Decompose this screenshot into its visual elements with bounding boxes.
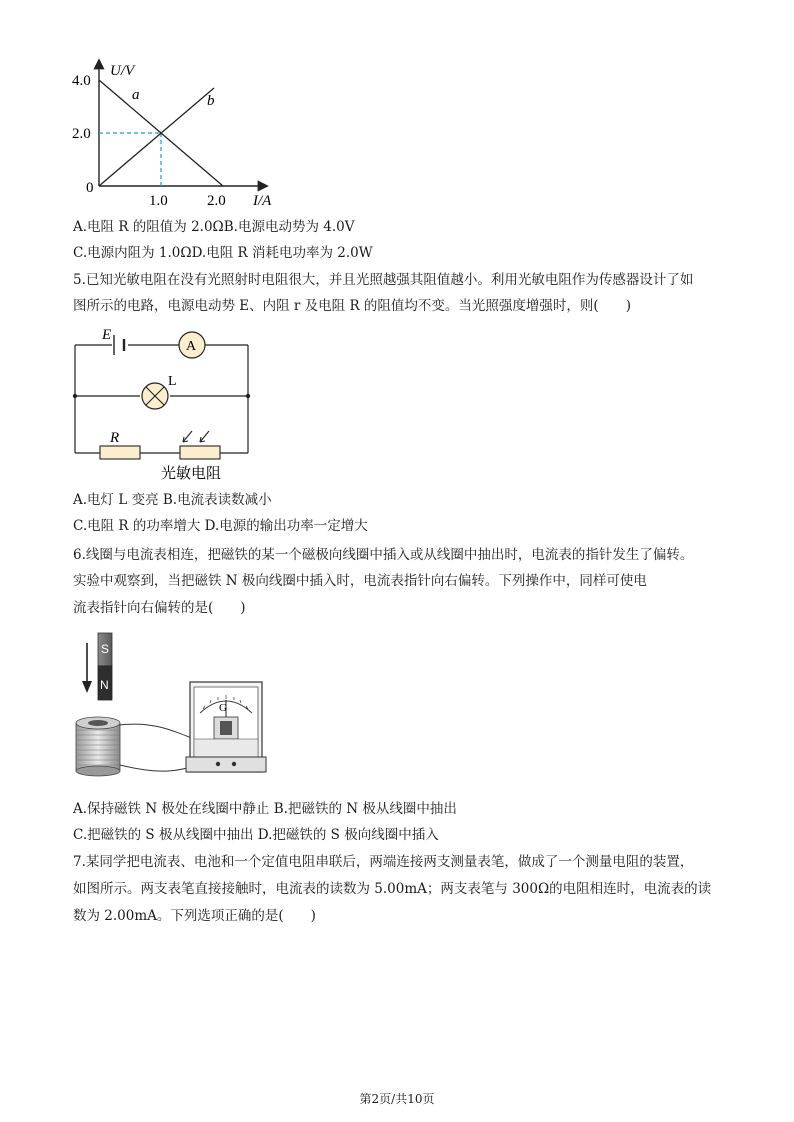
lamp-label: L (168, 374, 177, 389)
q7-stem-3: 数为 2.00mA。下列选项正确的是( ) (73, 908, 316, 924)
q4-options-1: A.电阻 R 的阻值为 2.0ΩB.电源电动势为 4.0V (73, 219, 355, 235)
q6-stem-3: 流表指针向右偏转的是( ) (73, 600, 246, 616)
resistor-r (100, 446, 140, 459)
photoresistor-label: 光敏电阻 (161, 464, 222, 482)
x-tick-1: 1.0 (149, 193, 168, 209)
photoresistor (180, 446, 220, 459)
down-arrow-icon (82, 643, 92, 693)
y-tick-0: 0 (86, 180, 94, 196)
line-a-label: a (132, 87, 140, 103)
q5-stem-1: 5.已知光敏电阻在没有光照射时电阻很大，并且光照越强其阻值越小。利用光敏电阻作为传感器设计了如 (73, 272, 694, 288)
y-tick-2: 2.0 (72, 126, 91, 142)
galvanometer-label: G (219, 702, 227, 714)
source-label: E (102, 327, 112, 343)
q5-stem-2: 图所示的电路，电源电动势 E、内阻 r 及电阻 R 的阻值均不变。当光照强度增强时，则( ) (73, 298, 631, 314)
q6-stem-2: 实验中观察到，当把磁铁 N 极向线圈中插入时，电流表指针向右偏转。下列操作中，同样可使电 (73, 573, 647, 589)
coil-icon (76, 717, 120, 776)
q5-options-2: C.电阻 R 的功率增大 D.电源的输出功率一定增大 (73, 518, 368, 534)
light-arrows-icon (183, 431, 209, 442)
q5-circuit-diagram (70, 325, 255, 485)
y-tick-4: 4.0 (72, 73, 91, 89)
magnet-s-label: S (101, 642, 110, 656)
line-b (99, 88, 214, 186)
x-tick-2: 2.0 (207, 193, 226, 209)
u-i-graph (70, 55, 300, 215)
magnet-n-label: N (100, 678, 109, 692)
q5-options-1: A.电灯 L 变亮 B.电流表读数减小 (73, 492, 272, 508)
ammeter-label: A (186, 339, 197, 354)
q6-stem-1: 6.线圈与电流表相连，把磁铁的某一个磁极向线圈中插入或从线圈中抽出时，电流表的指针发生了偏转。 (73, 547, 694, 563)
galvanometer-icon (186, 682, 266, 772)
resistor-label: R (110, 430, 120, 446)
line-b-label: b (207, 93, 215, 109)
q7-stem-1: 7.某同学把电流表、电池和一个定值电阻串联后，两端连接两支测量表笔，做成了一个测量电阻的装置， (73, 854, 694, 870)
q6-options-1: A.保持磁铁 N 极处在线圈中静止 B.把磁铁的 N 极从线圈中抽出 (73, 801, 457, 817)
lamp-icon (142, 383, 168, 409)
q7-stem-2: 如图所示。两支表笔直接接触时，电流表的读数为 5.00mA；两支表笔与 300Ω的电阻相连时，电流表的读 (73, 881, 712, 897)
q6-induction-figure (70, 625, 270, 785)
q6-options-2: C.把磁铁的 S 极从线圈中抽出 D.把磁铁的 S 极向线圈中插入 (73, 827, 439, 843)
page-footer: 第2页/共10页 (359, 1092, 435, 1106)
x-axis-label: I/A (253, 193, 272, 209)
y-axis-label: U/V (110, 63, 135, 79)
q4-options-2: C.电源内阻为 1.0ΩD.电阻 R 消耗电功率为 2.0W (73, 245, 373, 261)
